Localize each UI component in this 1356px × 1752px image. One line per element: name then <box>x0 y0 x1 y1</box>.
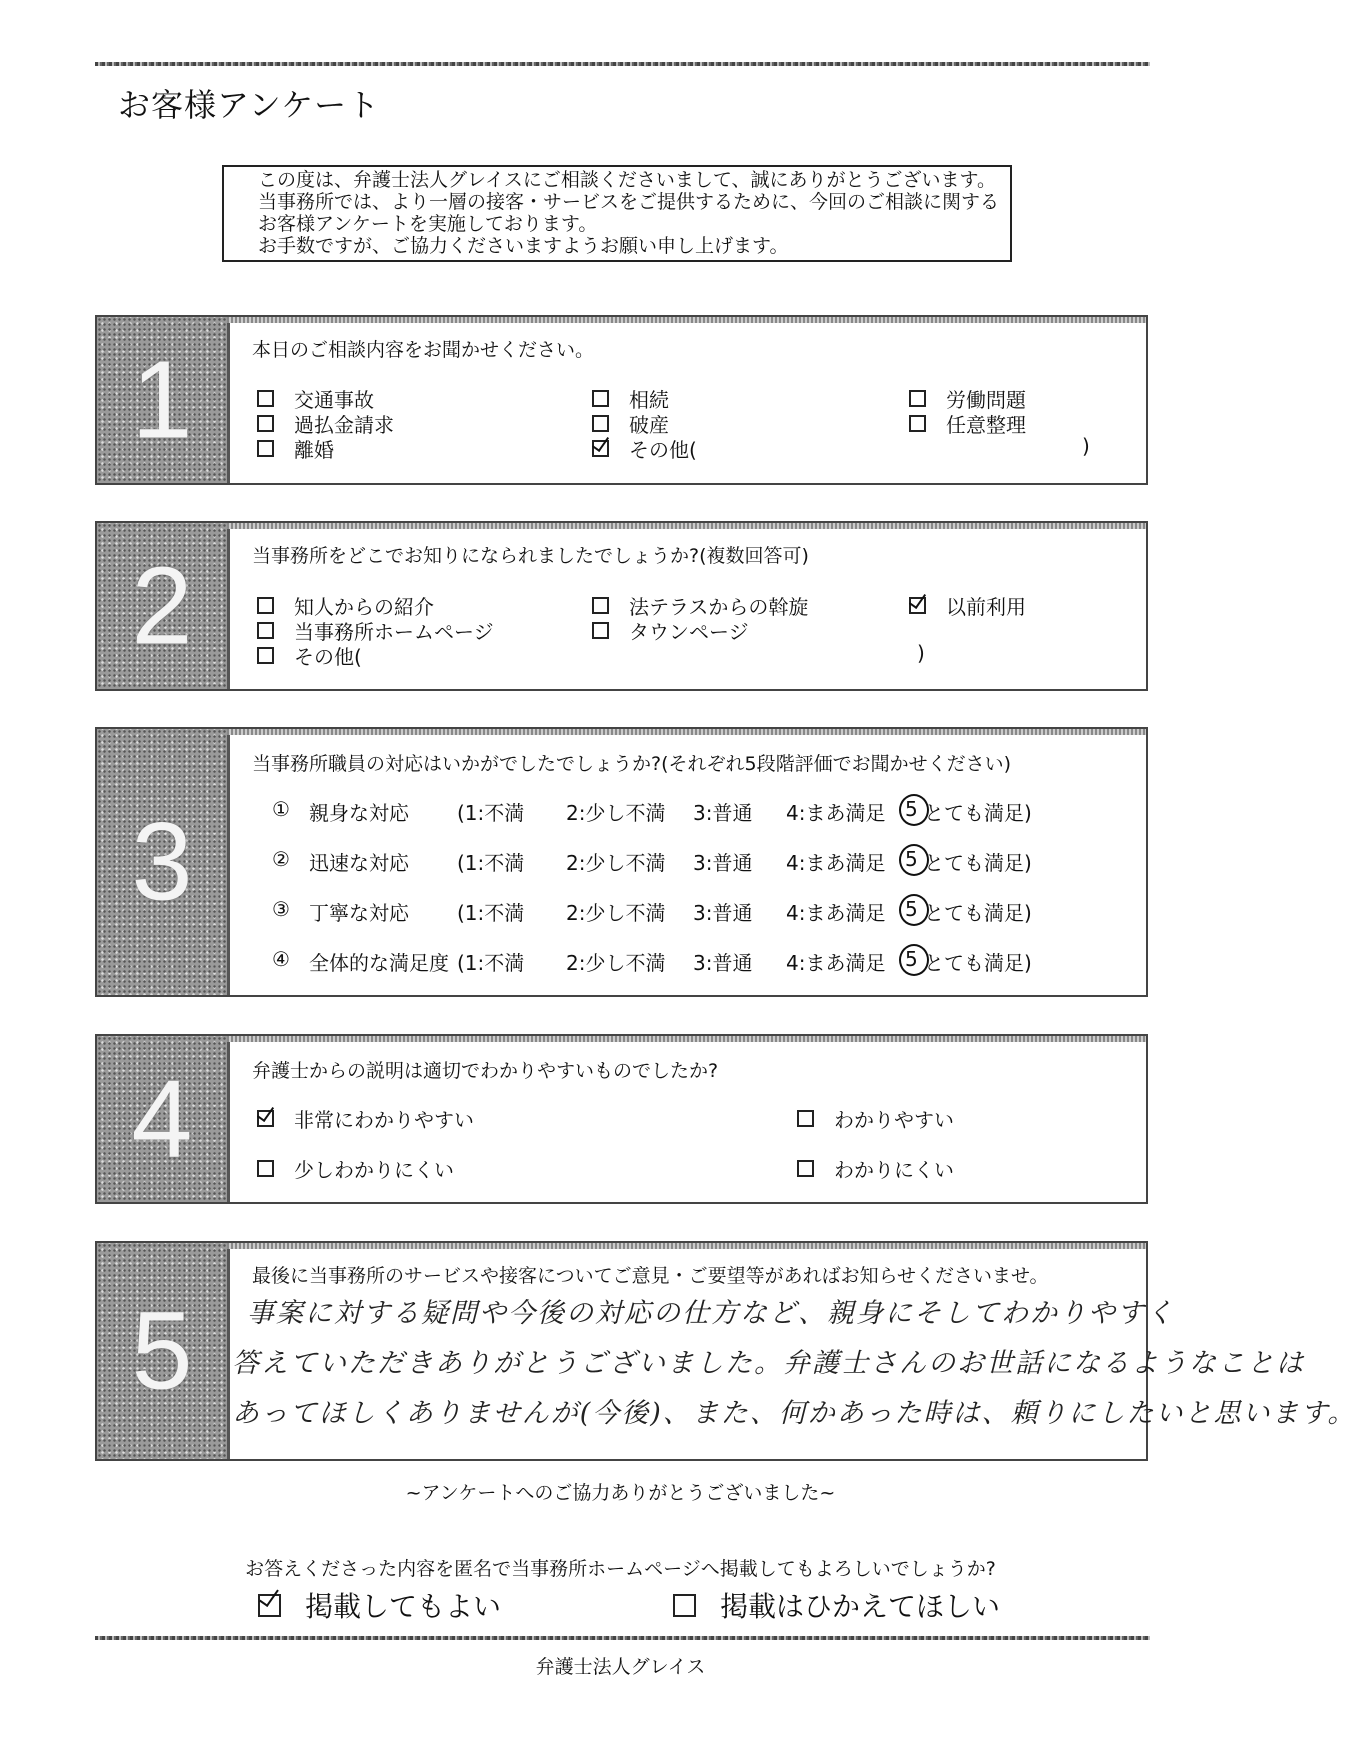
item-label: 親身な対応 <box>309 801 409 825</box>
checkbox-checked[interactable] <box>258 1594 281 1617</box>
publish-question: お答えくださった内容を匿名で当事務所ホームページへ掲載してもよろしいでしょうか? <box>245 1558 996 1580</box>
checkbox[interactable] <box>797 1160 814 1177</box>
section-number-panel <box>97 523 227 689</box>
scale-2[interactable]: 2:少し不満 <box>566 851 666 875</box>
checkbox[interactable] <box>592 415 609 432</box>
section-number-panel <box>97 1243 227 1459</box>
scale-2[interactable]: 2:少し不満 <box>566 951 666 975</box>
item-label: 全体的な満足度 <box>309 951 449 975</box>
handwritten-comment-line: 答えていただきありがとうございました。弁護士さんのお世話になるようなことは <box>232 1348 1305 1379</box>
scale-5-selected[interactable]: 5 <box>905 847 918 871</box>
section-number-panel <box>97 317 227 483</box>
section-5 <box>95 1241 1356 1461</box>
scale-4[interactable]: 4:まあ満足 <box>786 901 886 925</box>
section-3 <box>95 727 1148 997</box>
section-number: 2 <box>131 544 193 668</box>
section-top-band <box>227 1243 1146 1249</box>
section-2 <box>95 521 1148 691</box>
option-label: タウンページ <box>629 620 749 644</box>
checkbox-checked[interactable] <box>909 597 926 614</box>
checkbox[interactable] <box>592 597 609 614</box>
checkbox[interactable] <box>257 622 274 639</box>
option-other[interactable] <box>592 434 697 463</box>
option-label: 掲載はひかえてほしい <box>720 1590 1001 1623</box>
checkbox-checked[interactable] <box>592 440 609 457</box>
option-clear[interactable] <box>797 1104 954 1133</box>
option-label: 離婚 <box>294 438 334 462</box>
scale-5-label: とても満足) <box>924 901 1032 925</box>
scale-5-label: とても満足) <box>924 801 1032 825</box>
option-label: わかりやすい <box>834 1108 954 1132</box>
intro-line: お手数ですが、ご協力くださいますようお願い申し上げます。 <box>258 235 789 257</box>
scale-3[interactable]: 3:普通 <box>693 851 753 875</box>
scale-3[interactable]: 3:普通 <box>693 951 753 975</box>
option-slightly-unclear[interactable] <box>257 1154 454 1183</box>
scale-2[interactable]: 2:少し不満 <box>566 901 666 925</box>
checkbox-checked[interactable] <box>257 1110 274 1127</box>
scale-4[interactable]: 4:まあ満足 <box>786 951 886 975</box>
option-label: 過払金請求 <box>294 413 394 437</box>
section-number: 3 <box>131 800 193 924</box>
section-question: 本日のご相談内容をお聞かせください。 <box>252 339 595 361</box>
scale-4[interactable]: 4:まあ満足 <box>786 851 886 875</box>
close-paren: ) <box>917 641 925 665</box>
option-label: 任意整理 <box>946 413 1026 437</box>
option-label: 少しわかりにくい <box>294 1158 454 1182</box>
option-publish-ok[interactable] <box>258 1585 501 1625</box>
option-label: 非常にわかりやすい <box>294 1108 474 1132</box>
section-top-band <box>227 523 1146 529</box>
section-4 <box>95 1034 1148 1204</box>
checkbox[interactable] <box>257 597 274 614</box>
section-number-panel <box>97 729 227 995</box>
section-number: 1 <box>131 338 193 462</box>
section-1 <box>95 315 1148 485</box>
scale-2[interactable]: 2:少し不満 <box>566 801 666 825</box>
item-index: ② <box>272 847 290 871</box>
section-number-panel <box>97 1036 227 1202</box>
scale-5-selected[interactable]: 5 <box>905 947 918 971</box>
option-label: 相続 <box>629 388 669 412</box>
option-label: その他( <box>629 438 697 462</box>
handwritten-comment-line: あってほしくありませんが(今後)、また、何かあった時は、頼りにしたいと思います。 <box>232 1398 1356 1429</box>
item-label: 迅速な対応 <box>309 851 409 875</box>
option-label: 当事務所ホームページ <box>294 620 494 644</box>
option-label: 掲載してもよい <box>305 1590 502 1623</box>
option-publish-decline[interactable] <box>673 1585 1000 1625</box>
option-label: 交通事故 <box>294 388 374 412</box>
scale-5-selected[interactable]: 5 <box>905 897 918 921</box>
scale-1[interactable]: (1:不満 <box>457 901 525 925</box>
page-title: お客様アンケート <box>118 86 381 124</box>
option-label: 以前利用 <box>946 595 1026 619</box>
intro-line: この度は、弁護士法人グレイスにご相談くださいまして、誠にありがとうございます。 <box>258 169 996 191</box>
item-index: ① <box>272 797 290 821</box>
scale-4[interactable]: 4:まあ満足 <box>786 801 886 825</box>
checkbox[interactable] <box>592 390 609 407</box>
scale-1[interactable]: (1:不満 <box>457 951 525 975</box>
scale-1[interactable]: (1:不満 <box>457 801 525 825</box>
option-debt-arrangement[interactable] <box>909 409 1026 438</box>
option-label: 労働問題 <box>946 388 1026 412</box>
scale-5-selected[interactable]: 5 <box>905 797 918 821</box>
option-label: 破産 <box>629 413 669 437</box>
scale-3[interactable]: 3:普通 <box>693 901 753 925</box>
option-label: その他( <box>294 645 362 669</box>
section-question: 当事務所をどこでお知りになられましたでしょうか?(複数回答可) <box>252 545 809 567</box>
option-very-clear[interactable] <box>257 1104 474 1133</box>
checkbox[interactable] <box>257 390 274 407</box>
top-rule <box>95 62 1150 66</box>
bottom-rule <box>95 1636 1150 1640</box>
scale-1[interactable]: (1:不満 <box>457 851 525 875</box>
scale-3[interactable]: 3:普通 <box>693 801 753 825</box>
section-number: 5 <box>131 1289 193 1413</box>
checkbox[interactable] <box>909 390 926 407</box>
checkbox[interactable] <box>673 1594 696 1617</box>
section-number: 4 <box>131 1057 193 1181</box>
footer-firm-name: 弁護士法人グレイス <box>535 1656 706 1678</box>
item-index: ③ <box>272 897 290 921</box>
option-divorce[interactable] <box>257 434 334 463</box>
section-top-band <box>227 729 1146 735</box>
checkbox[interactable] <box>257 415 274 432</box>
checkbox[interactable] <box>797 1110 814 1127</box>
checkbox[interactable] <box>909 415 926 432</box>
checkbox[interactable] <box>257 647 274 664</box>
section-top-band <box>227 1036 1146 1042</box>
item-label: 丁寧な対応 <box>309 901 409 925</box>
checkbox[interactable] <box>257 1160 274 1177</box>
intro-line: お客様アンケートを実施しております。 <box>258 213 598 235</box>
thanks-message: ~アンケートへのご協力ありがとうございました~ <box>405 1482 836 1504</box>
option-previous-use[interactable] <box>909 591 1026 620</box>
handwritten-comment-line: 事案に対する疑問や今後の対応の仕方など、親身にそしてわかりやすく <box>247 1298 1175 1329</box>
scale-5-label: とても満足) <box>924 851 1032 875</box>
checkbox[interactable] <box>257 440 274 457</box>
intro-line: 当事務所では、より一層の接客・サービスをご提供するために、今回のご相談に関する <box>258 191 1000 213</box>
close-paren: ) <box>1082 434 1090 458</box>
option-label: わかりにくい <box>834 1158 954 1182</box>
option-other[interactable] <box>257 641 362 670</box>
scale-5-label: とても満足) <box>924 951 1032 975</box>
section-question: 弁護士からの説明は適切でわかりやすいものでしたか? <box>252 1060 719 1082</box>
option-townpage[interactable] <box>592 616 749 645</box>
checkbox[interactable] <box>592 622 609 639</box>
section-top-band <box>227 317 1146 323</box>
option-label: 知人からの紹介 <box>294 595 434 619</box>
option-unclear[interactable] <box>797 1154 954 1183</box>
section-question: 最後に当事務所のサービスや接客についてご意見・ご要望等があればお知らせくださいませ。 <box>252 1265 1049 1287</box>
intro-box <box>222 165 1012 262</box>
item-index: ④ <box>272 947 290 971</box>
option-label: 法テラスからの斡旋 <box>629 595 809 619</box>
section-question: 当事務所職員の対応はいかがでしたでしょうか?(それぞれ5段階評価でお聞かせください) <box>252 753 1012 775</box>
